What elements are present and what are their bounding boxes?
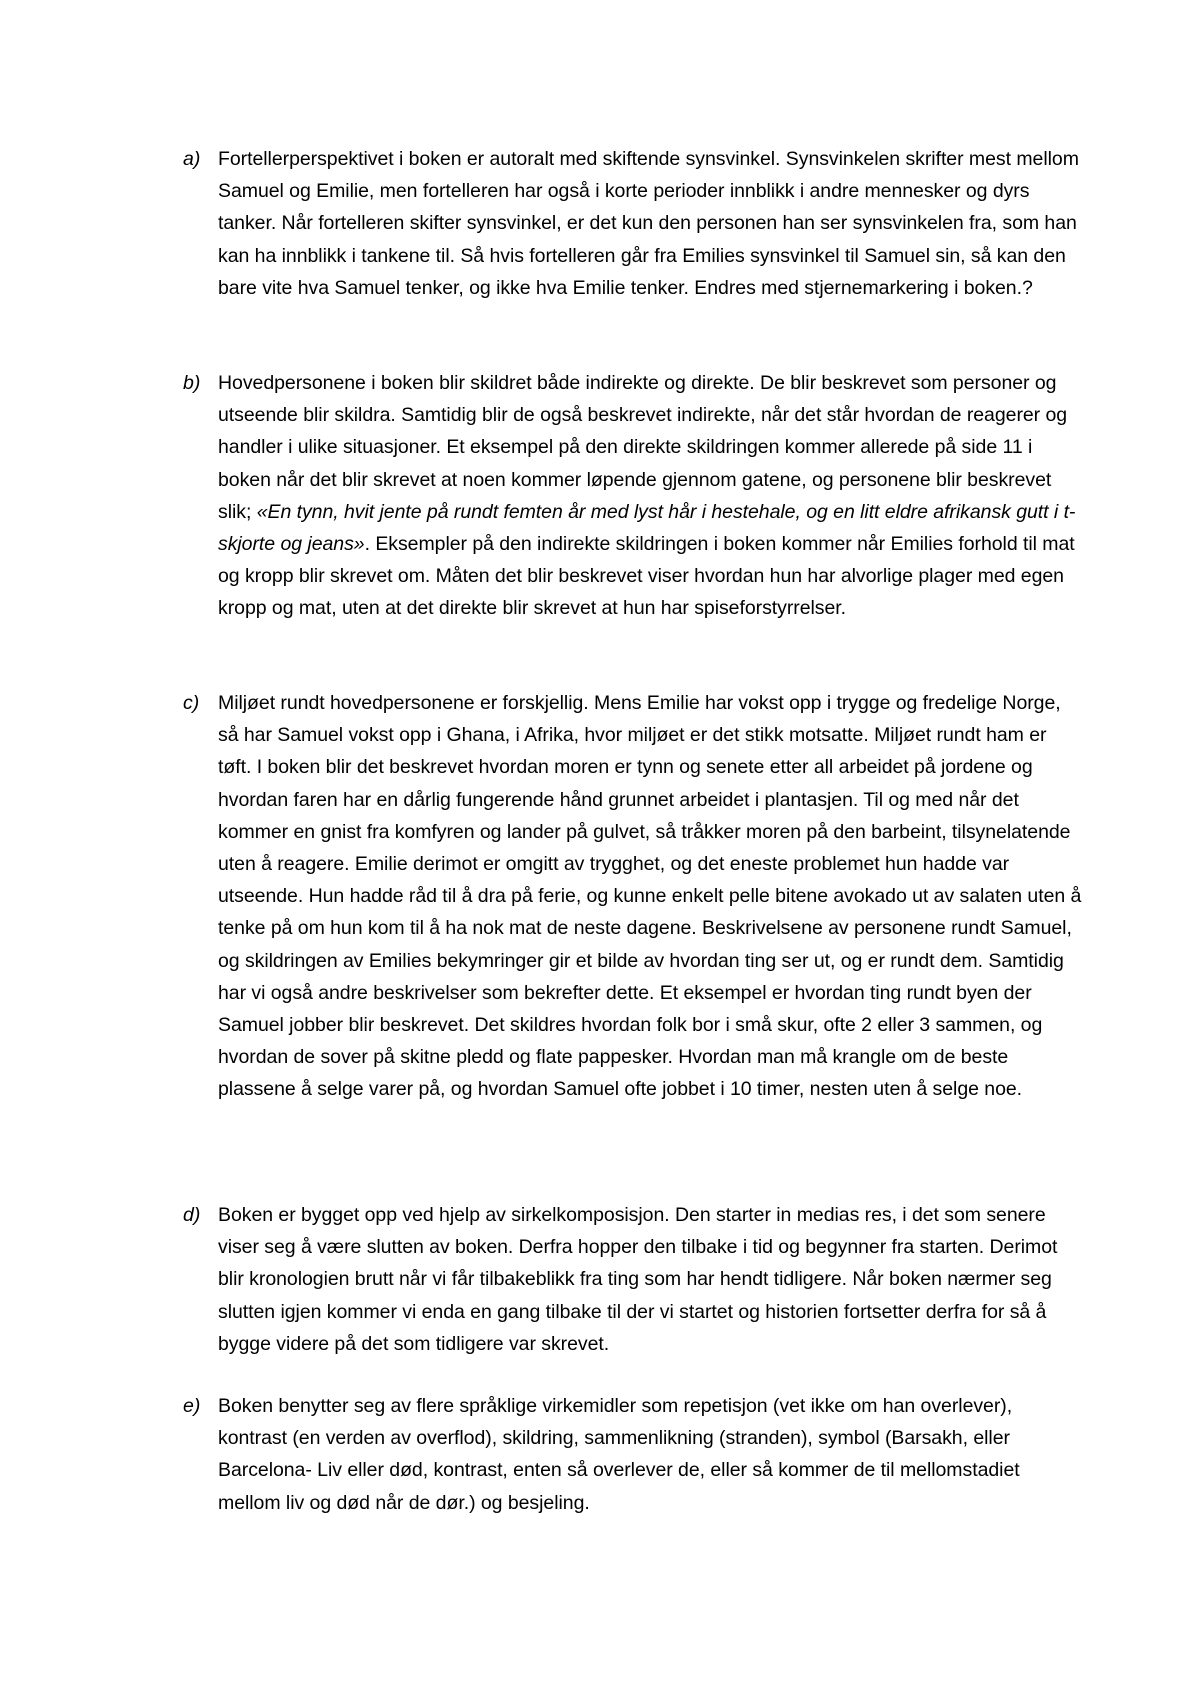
list-marker: a) xyxy=(183,148,201,170)
paragraph-text: Fortellerperspektivet i boken er autoralt med skiftende synsvinkel. Synsvinkelen skrifter mest mellom Samuel og Emilie, men fortelleren har også i korte perioder innblikk i andre mennesker og dyrs tanker. Når fortelleren skifter synsvinkel, er det kun den personen han ser synsvinkelen fra, som han kan ha innblikk i tankene til. Så hvis fortelleren går fra Emilies synsvinkel til Samuel sin, så kan den bare vite hva Samuel tenker, og ikke hva Emilie tenker. Endres med stjernemarkering i boken.? xyxy=(218,148,1079,299)
list-item-e xyxy=(183,1390,1083,1519)
list-item-a xyxy=(183,143,1083,304)
paragraph-text: Boken er bygget opp ved hjelp av sirkelkomposisjon. Den starter in medias res, i det som senere viser seg å være slutten av boken. Derfra hopper den tilbake i tid og begynner fra starten. Derimot blir kronologien brutt når vi får tilbakeblikk fra ting som har hendt tidligere. Når boken nærmer seg slutten igjen kommer vi enda en gang tilbake til der vi startet og historien fortsetter derfra for så å bygge videre på det som tidligere var skrevet. xyxy=(218,1204,1058,1355)
list-item-c xyxy=(183,687,1083,1106)
paragraph-text-before-quote: Hovedpersonene i boken blir skildret både indirekte og direkte. De blir beskrevet som personer og utseende blir skildra. Samtidig blir de også beskrevet indirekte, når det står hvordan de reagerer og handler i ulike situasjoner. Et eksempel på den direkte skildringen kommer allerede på side 11 i boken når det blir skrevet at noen kommer løpende gjennom gatene, og personene blir beskrevet slik; xyxy=(218,372,1068,523)
list-item-b xyxy=(183,367,1083,625)
list-marker: d) xyxy=(183,1204,201,1226)
list-marker: c) xyxy=(183,692,200,714)
paragraph-text: Miljøet rundt hovedpersonene er forskjellig. Mens Emilie har vokst opp i trygge og fredelige Norge, så har Samuel vokst opp i Ghana, i Afrika, hvor miljøet er det stikk motsatte. Miljøet rundt ham er tøft. I boken blir det beskrevet hvordan moren er tynn og senete etter all arbeidet på jordene og hvordan faren har en dårlig fungerende hånd grunnet arbeidet i plantasjen. Til og med når det kommer en gnist fra komfyren og lander på gulvet, så tråkker moren på den barbeint, tilsynelatende uten å reagere. Emilie derimot er omgitt av trygghet, og det eneste problemet hun hadde var utseende. Hun hadde råd til å dra på ferie, og kunne enkelt pelle bitene avokado ut av salaten uten å tenke på om hun kom til å ha nok mat de neste dagene. Beskrivelsene av personene rundt Samuel, og skildringen av Emilies bekymringer gir et bilde av hvordan ting ser ut, og er rundt dem. Samtidig har vi også andre beskrivelser som bekrefter dette. Et eksempel er hvordan ting rundt byen der Samuel jobber blir beskrevet. Det skildres hvordan folk bor i små skur, ofte 2 eller 3 sammen, og hvordan de sover på skitne pledd og flate pappesker. Hvordan man må krangle om de beste plassene å selge varer på, og hvordan Samuel ofte jobbet i 10 timer, nesten uten å selge noe. xyxy=(218,692,1082,1101)
list-marker: e) xyxy=(183,1395,201,1417)
italic-quote: «En tynn, hvit jente på rundt femten år med lyst hår i hestehale, og en litt eldre afrikansk gutt i t-skjorte og jeans» xyxy=(218,500,1076,556)
paragraph-text-after-quote: . Eksempler på den indirekte skildringen i boken kommer når Emilies forhold til mat og kropp blir skrevet om. Måten det blir beskrevet viser hvordan hun har alvorlige plager med egen kropp og mat, uten at det direkte blir skrevet at hun har spiseforstyrrelser. xyxy=(218,533,1075,620)
paragraph-text: Boken benytter seg av flere språklige virkemidler som repetisjon (vet ikke om han overlever), kontrast (en verden av overflod), skildring, sammenlikning (stranden), symbol (Barsakh, eller Barcelona- Liv eller død, kontrast, enten så overlever de, eller så kommer de til mellomstadiet mellom liv og død når de dør.) og besjeling. xyxy=(218,1395,1020,1514)
list-item-d xyxy=(183,1199,1083,1360)
list-marker: b) xyxy=(183,372,201,394)
paragraph-text xyxy=(218,367,1083,625)
